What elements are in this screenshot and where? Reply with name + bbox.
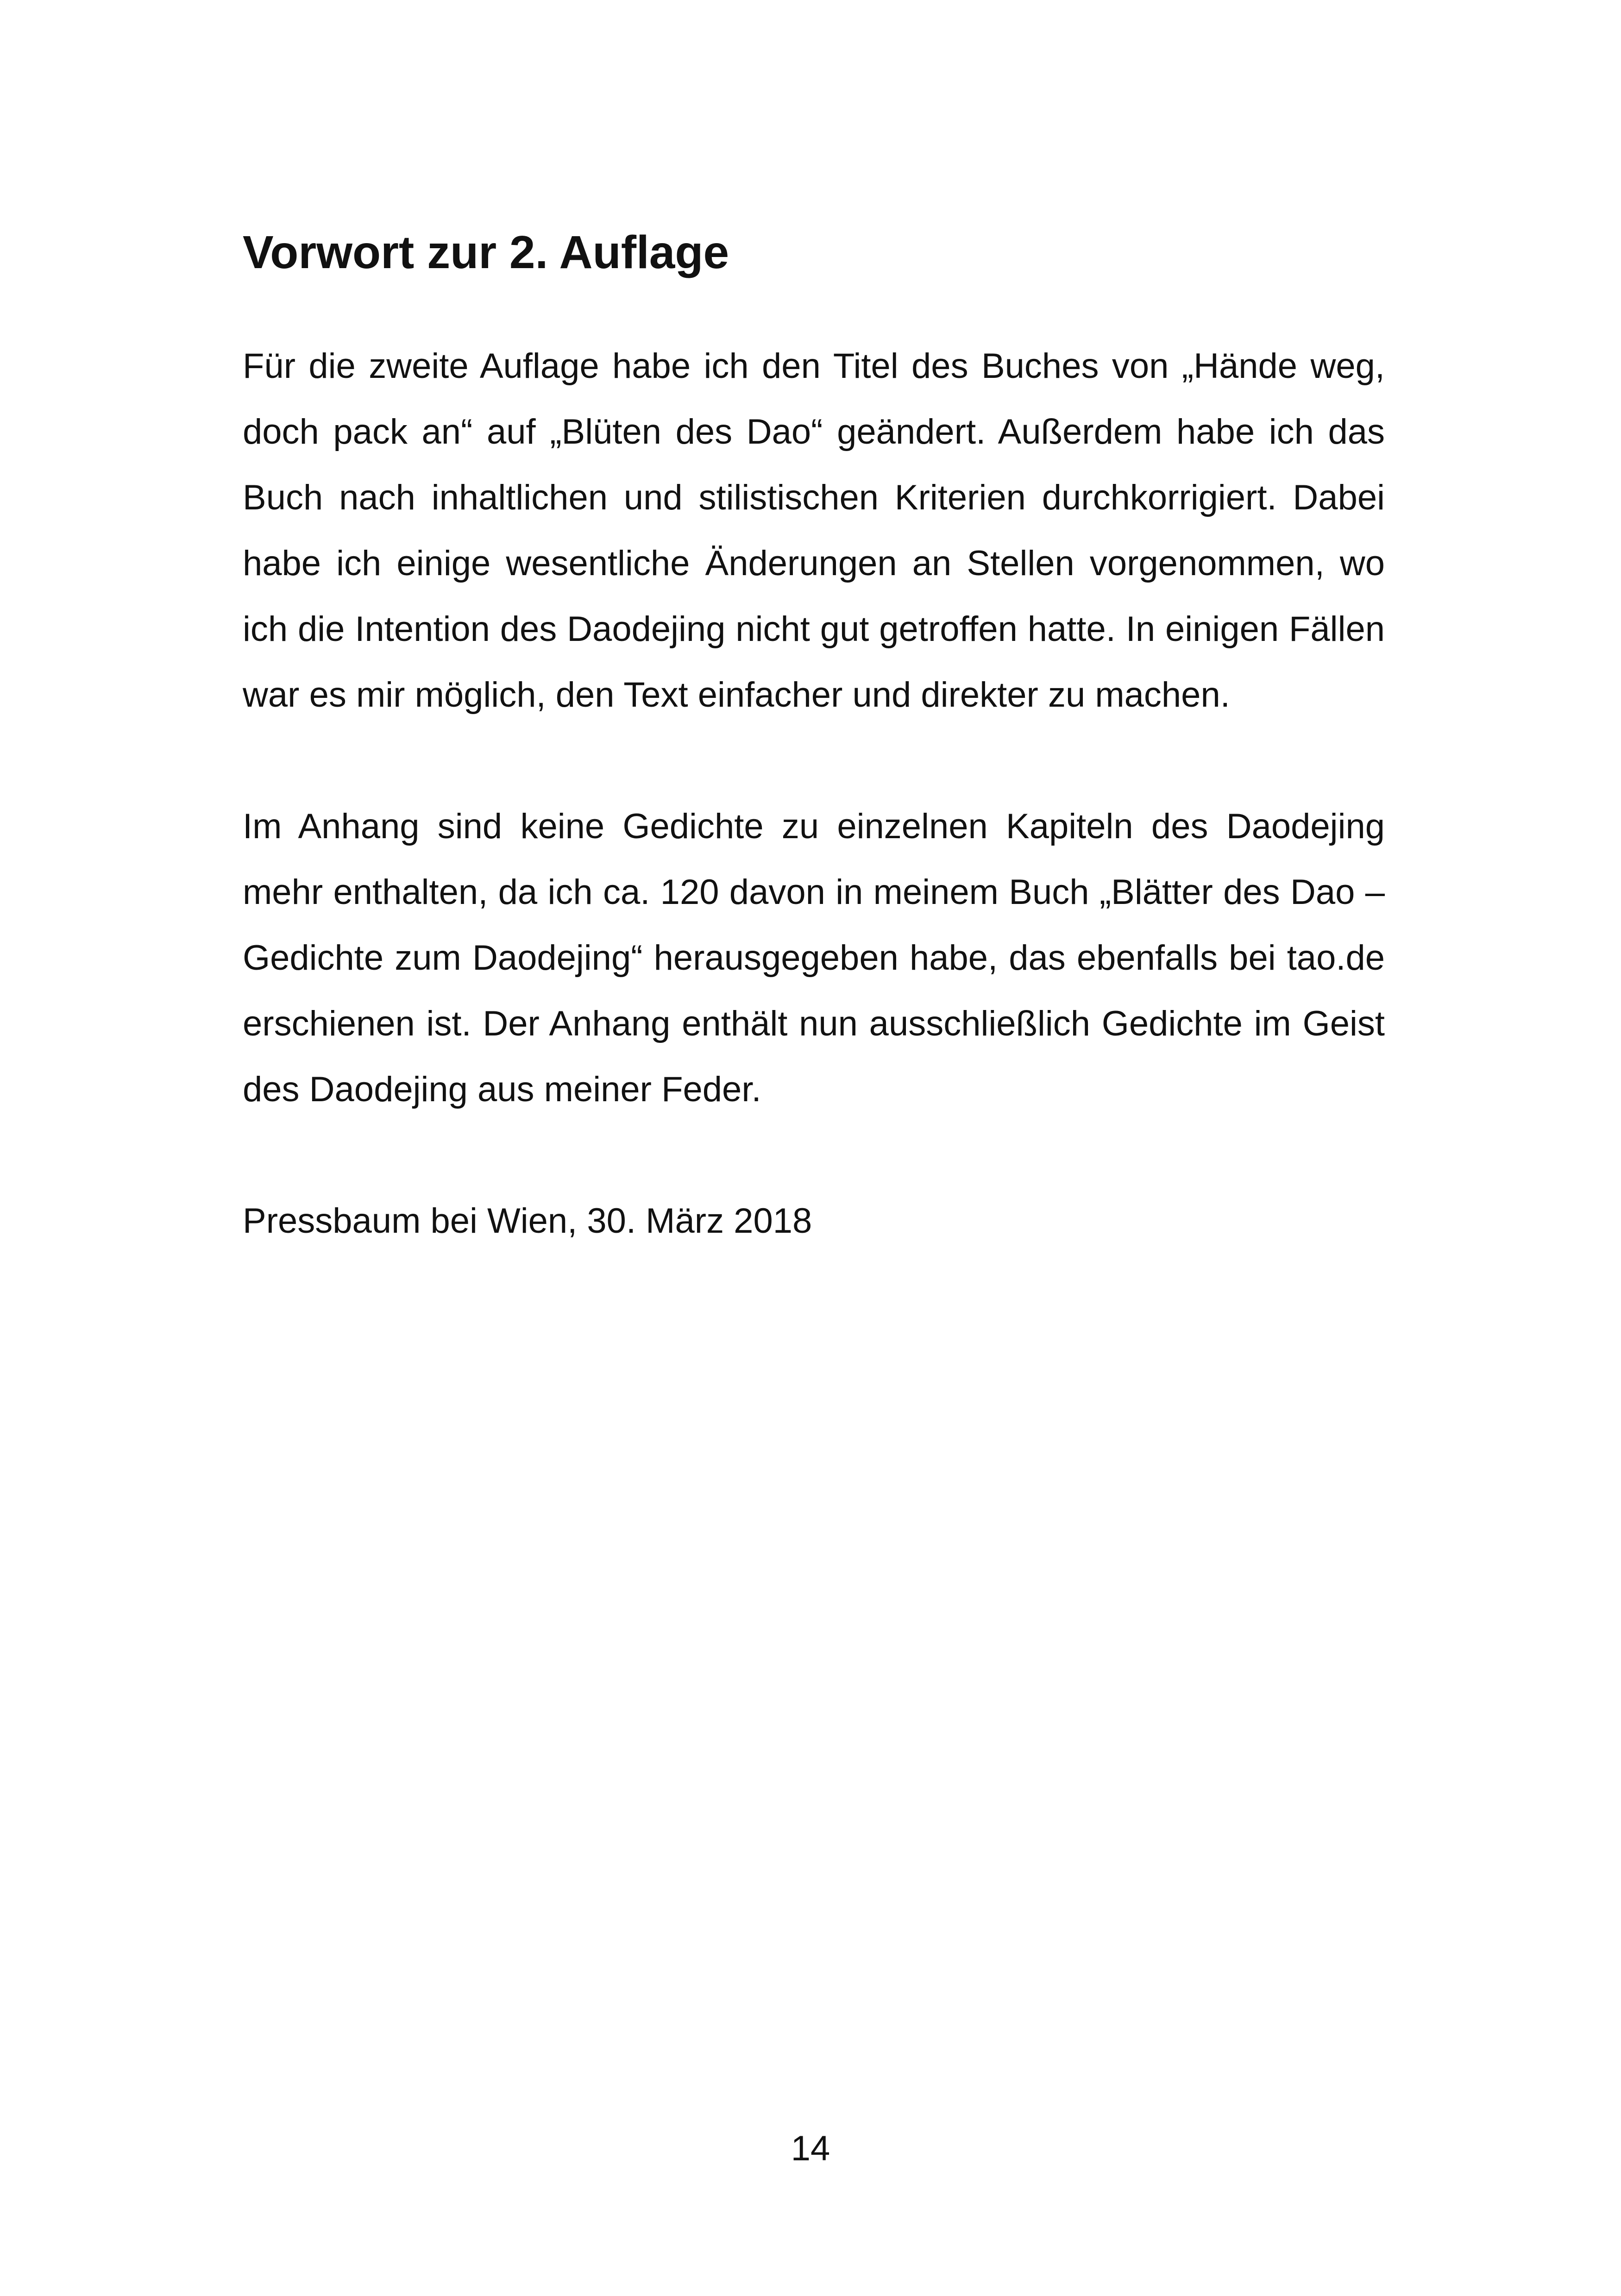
page-content (243, 218, 1385, 1254)
place-date-line: Pressbaum bei Wien, 30. März 2018 (243, 1201, 812, 1241)
page-title: Vorwort zur 2. Auflage (243, 226, 729, 278)
page-number: 14 (791, 2129, 830, 2168)
paragraph-second: Im Anhang sind keine Gedichte zu einzelnen Kapiteln des Daodejing mehr enthalten, da ich ca. 120 davon in meinem Buch „Blätter des Dao – Gedichte zum Daodejing“ herausgegeben habe, das ebenfalls bei tao.de erschienen ist. Der Anhang enthält nun ausschließlich Gedichte im Geist des Daodejing aus meiner Feder. (243, 807, 1385, 1109)
paragraph-first: Für die zweite Auflage habe ich den Titel des Buches von „Hände weg, doch pack an“ auf „Blüten des Dao“ geändert. Außerdem habe ich das Buch nach inhaltlichen und stilistischen Kriterien durchkorrigiert. Dabei habe ich einige wesentliche Änderungen an Stellen vorgenommen, wo ich die Intention des Daodejing nicht gut getroffen hatte. In einigen Fällen war es mir möglich, den Text einfacher und direkter zu machen. (243, 346, 1385, 715)
